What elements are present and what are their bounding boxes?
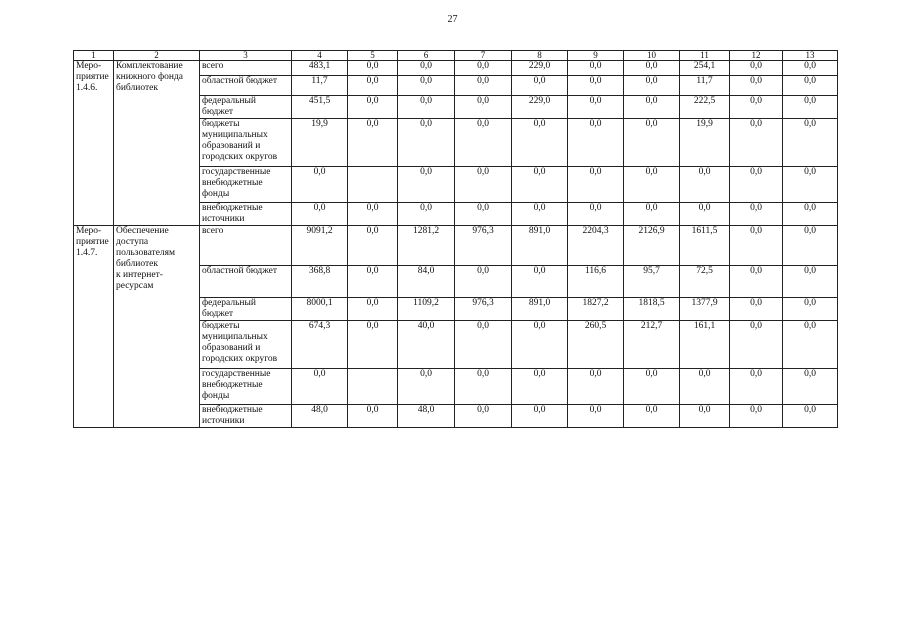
value-cell: 0,0	[783, 405, 838, 428]
funding-source-cell	[200, 226, 292, 266]
funding-source-cell	[200, 203, 292, 226]
value-cell: 0,0	[680, 167, 730, 203]
text-line: источники	[202, 416, 245, 426]
value-cell: 483,1	[292, 61, 348, 76]
text-line: приятие	[76, 72, 109, 82]
value-cell: 0,0	[348, 203, 398, 226]
text-line: федеральный бюджет	[202, 96, 256, 117]
value-cell: 19,9	[292, 119, 348, 167]
value-cell: 891,0	[512, 226, 568, 266]
value-cell: 116,6	[568, 266, 624, 298]
value-cell: 891,0	[512, 298, 568, 321]
value-cell: 1377,9	[680, 298, 730, 321]
column-header: 5	[348, 51, 398, 61]
measure-code-cell	[74, 61, 114, 226]
value-cell: 8000,1	[292, 298, 348, 321]
value-cell: 0,0	[730, 96, 783, 119]
value-cell: 0,0	[730, 321, 783, 369]
value-cell: 0,0	[680, 369, 730, 405]
text-line: областной бюджет	[202, 266, 278, 276]
value-cell: 0,0	[348, 226, 398, 266]
funding-source-cell	[200, 61, 292, 76]
measure-name-cell	[114, 61, 200, 226]
value-cell: 0,0	[512, 405, 568, 428]
value-cell: 84,0	[398, 266, 455, 298]
value-cell: 0,0	[568, 96, 624, 119]
value-cell: 0,0	[398, 203, 455, 226]
value-cell: 0,0	[680, 203, 730, 226]
value-cell: 0,0	[730, 369, 783, 405]
value-cell: 0,0	[348, 405, 398, 428]
text-line: 1.4.7.	[76, 248, 98, 258]
value-cell: 1818,5	[624, 298, 680, 321]
value-cell: 9091,2	[292, 226, 348, 266]
text-line: государственные	[202, 167, 271, 177]
value-cell: 222,5	[680, 96, 730, 119]
text-line: всего	[202, 61, 224, 71]
value-cell: 0,0	[783, 61, 838, 76]
column-header: 11	[680, 51, 730, 61]
value-cell: 161,1	[680, 321, 730, 369]
value-cell: 0,0	[730, 203, 783, 226]
value-cell: 0,0	[455, 266, 512, 298]
value-cell: 0,0	[512, 266, 568, 298]
value-cell: 0,0	[783, 167, 838, 203]
measure-code-cell	[74, 226, 114, 428]
table-row	[74, 61, 838, 76]
value-cell: 0,0	[455, 167, 512, 203]
funding-source-cell	[200, 167, 292, 203]
value-cell: 1611,5	[680, 226, 730, 266]
value-cell: 0,0	[455, 203, 512, 226]
text-line: внебюджетные	[202, 178, 263, 188]
value-cell: 0,0	[398, 61, 455, 76]
text-line: внебюджетные	[202, 380, 263, 390]
text-line: внебюджетные	[202, 203, 263, 213]
funding-source-cell	[200, 369, 292, 405]
value-cell: 0,0	[568, 369, 624, 405]
value-cell: 0,0	[680, 405, 730, 428]
value-cell: 11,7	[292, 76, 348, 96]
value-cell: 0,0	[455, 61, 512, 76]
value-cell: 0,0	[783, 226, 838, 266]
value-cell: 0,0	[624, 405, 680, 428]
value-cell: 0,0	[455, 369, 512, 405]
value-cell: 48,0	[398, 405, 455, 428]
value-cell: 40,0	[398, 321, 455, 369]
value-cell: 368,8	[292, 266, 348, 298]
text-line: 1.4.6.	[76, 83, 98, 93]
text-line: областной бюджет	[202, 76, 278, 86]
value-cell: 0,0	[398, 96, 455, 119]
value-cell: 1109,2	[398, 298, 455, 321]
text-line: бюджеты	[202, 119, 240, 129]
column-header: 8	[512, 51, 568, 61]
column-header: 6	[398, 51, 455, 61]
value-cell: 0,0	[624, 61, 680, 76]
value-cell: 212,7	[624, 321, 680, 369]
value-cell: 0,0	[568, 61, 624, 76]
text-line: образований и	[202, 343, 261, 353]
value-cell: 0,0	[730, 76, 783, 96]
value-cell: 0,0	[348, 96, 398, 119]
text-line: пользователям	[116, 248, 176, 258]
value-cell: 95,7	[624, 266, 680, 298]
value-cell: 0,0	[730, 167, 783, 203]
value-cell: 0,0	[512, 76, 568, 96]
text-line: муниципальных	[202, 332, 268, 342]
value-cell: 0,0	[624, 96, 680, 119]
value-cell: 0,0	[783, 321, 838, 369]
column-header: 3	[200, 51, 292, 61]
value-cell: 451,5	[292, 96, 348, 119]
column-header: 7	[455, 51, 512, 61]
value-cell: 0,0	[783, 266, 838, 298]
text-line: внебюджетные	[202, 405, 263, 415]
value-cell: 0,0	[568, 76, 624, 96]
column-header: 9	[568, 51, 624, 61]
value-cell: 229,0	[512, 61, 568, 76]
text-line: приятие	[76, 237, 109, 247]
text-line: всего	[202, 226, 224, 236]
value-cell: 2126,9	[624, 226, 680, 266]
value-cell: 0,0	[398, 119, 455, 167]
value-cell: 0,0	[348, 321, 398, 369]
header-row	[74, 51, 838, 61]
text-line: к интернет-ресурсам	[116, 270, 163, 291]
value-cell: 254,1	[680, 61, 730, 76]
value-cell: 674,3	[292, 321, 348, 369]
funding-source-cell	[200, 298, 292, 321]
value-cell: 0,0	[512, 321, 568, 369]
value-cell: 0,0	[398, 76, 455, 96]
text-line: Комплектование	[116, 61, 183, 71]
value-cell: 0,0	[730, 226, 783, 266]
table-row	[74, 226, 838, 266]
text-line: источники	[202, 214, 245, 224]
column-header: 1	[74, 51, 114, 61]
value-cell: 229,0	[512, 96, 568, 119]
value-cell: 11,7	[680, 76, 730, 96]
value-cell: 0,0	[455, 405, 512, 428]
value-cell: 0,0	[730, 266, 783, 298]
value-cell: 0,0	[730, 119, 783, 167]
value-cell: 0,0	[730, 405, 783, 428]
column-header: 4	[292, 51, 348, 61]
value-cell: 0,0	[455, 321, 512, 369]
value-cell: 0,0	[512, 167, 568, 203]
text-line: библиотек	[116, 259, 158, 269]
value-cell: 976,3	[455, 298, 512, 321]
text-line: фонды	[202, 189, 230, 199]
value-cell: 0,0	[783, 203, 838, 226]
value-cell: 0,0	[348, 266, 398, 298]
value-cell: 0,0	[568, 119, 624, 167]
column-header: 12	[730, 51, 783, 61]
text-line: бюджеты	[202, 321, 240, 331]
column-header: 13	[783, 51, 838, 61]
value-cell: 0,0	[292, 203, 348, 226]
column-header: 2	[114, 51, 200, 61]
value-cell: 0,0	[624, 167, 680, 203]
value-cell: 0,0	[783, 298, 838, 321]
value-cell: 0,0	[624, 369, 680, 405]
value-cell: 0,0	[398, 369, 455, 405]
value-cell: 0,0	[624, 203, 680, 226]
funding-source-cell	[200, 96, 292, 119]
text-line: книжного фонда	[116, 72, 184, 82]
column-header: 10	[624, 51, 680, 61]
funding-source-cell	[200, 405, 292, 428]
text-line: Меро-	[76, 61, 102, 71]
page-number: 27	[447, 14, 458, 25]
value-cell: 0,0	[568, 405, 624, 428]
value-cell: 0,0	[455, 76, 512, 96]
text-line: Обеспечение	[116, 226, 169, 236]
funding-source-cell	[200, 119, 292, 167]
value-cell: 0,0	[348, 61, 398, 76]
value-cell: 1281,2	[398, 226, 455, 266]
value-cell: 0,0	[348, 298, 398, 321]
text-line: доступа	[116, 237, 149, 247]
value-cell: 1827,2	[568, 298, 624, 321]
value-cell: 0,0	[348, 119, 398, 167]
value-cell: 0,0	[398, 167, 455, 203]
text-line: образований и	[202, 141, 261, 151]
value-cell: 0,0	[730, 61, 783, 76]
text-line: государственные	[202, 369, 271, 379]
value-cell: 0,0	[512, 119, 568, 167]
text-line: фонды	[202, 391, 230, 401]
value-cell: 48,0	[292, 405, 348, 428]
value-cell: 0,0	[783, 369, 838, 405]
value-cell: 260,5	[568, 321, 624, 369]
funding-source-cell	[200, 321, 292, 369]
value-cell: 0,0	[512, 369, 568, 405]
value-cell: 0,0	[292, 369, 348, 405]
text-line: муниципальных	[202, 130, 268, 140]
funding-source-cell	[200, 266, 292, 298]
value-cell: 0,0	[568, 203, 624, 226]
value-cell: 19,9	[680, 119, 730, 167]
text-line: городских округов	[202, 354, 278, 364]
text-line: городских округов	[202, 152, 278, 162]
value-cell	[348, 369, 398, 405]
value-cell: 0,0	[730, 298, 783, 321]
value-cell: 2204,3	[568, 226, 624, 266]
value-cell: 0,0	[624, 119, 680, 167]
value-cell: 0,0	[455, 119, 512, 167]
value-cell	[348, 167, 398, 203]
value-cell: 0,0	[624, 76, 680, 96]
value-cell: 0,0	[292, 167, 348, 203]
text-line: Меро-	[76, 226, 102, 236]
value-cell: 0,0	[455, 96, 512, 119]
measure-name-cell	[114, 226, 200, 428]
value-cell: 0,0	[783, 96, 838, 119]
budget-table	[73, 50, 838, 428]
value-cell: 0,0	[568, 167, 624, 203]
text-line: библиотек	[116, 83, 158, 93]
value-cell: 0,0	[783, 119, 838, 167]
value-cell: 72,5	[680, 266, 730, 298]
value-cell: 0,0	[512, 203, 568, 226]
funding-source-cell	[200, 76, 292, 96]
value-cell: 976,3	[455, 226, 512, 266]
value-cell: 0,0	[348, 76, 398, 96]
value-cell: 0,0	[783, 76, 838, 96]
text-line: федеральный бюджет	[202, 298, 256, 319]
